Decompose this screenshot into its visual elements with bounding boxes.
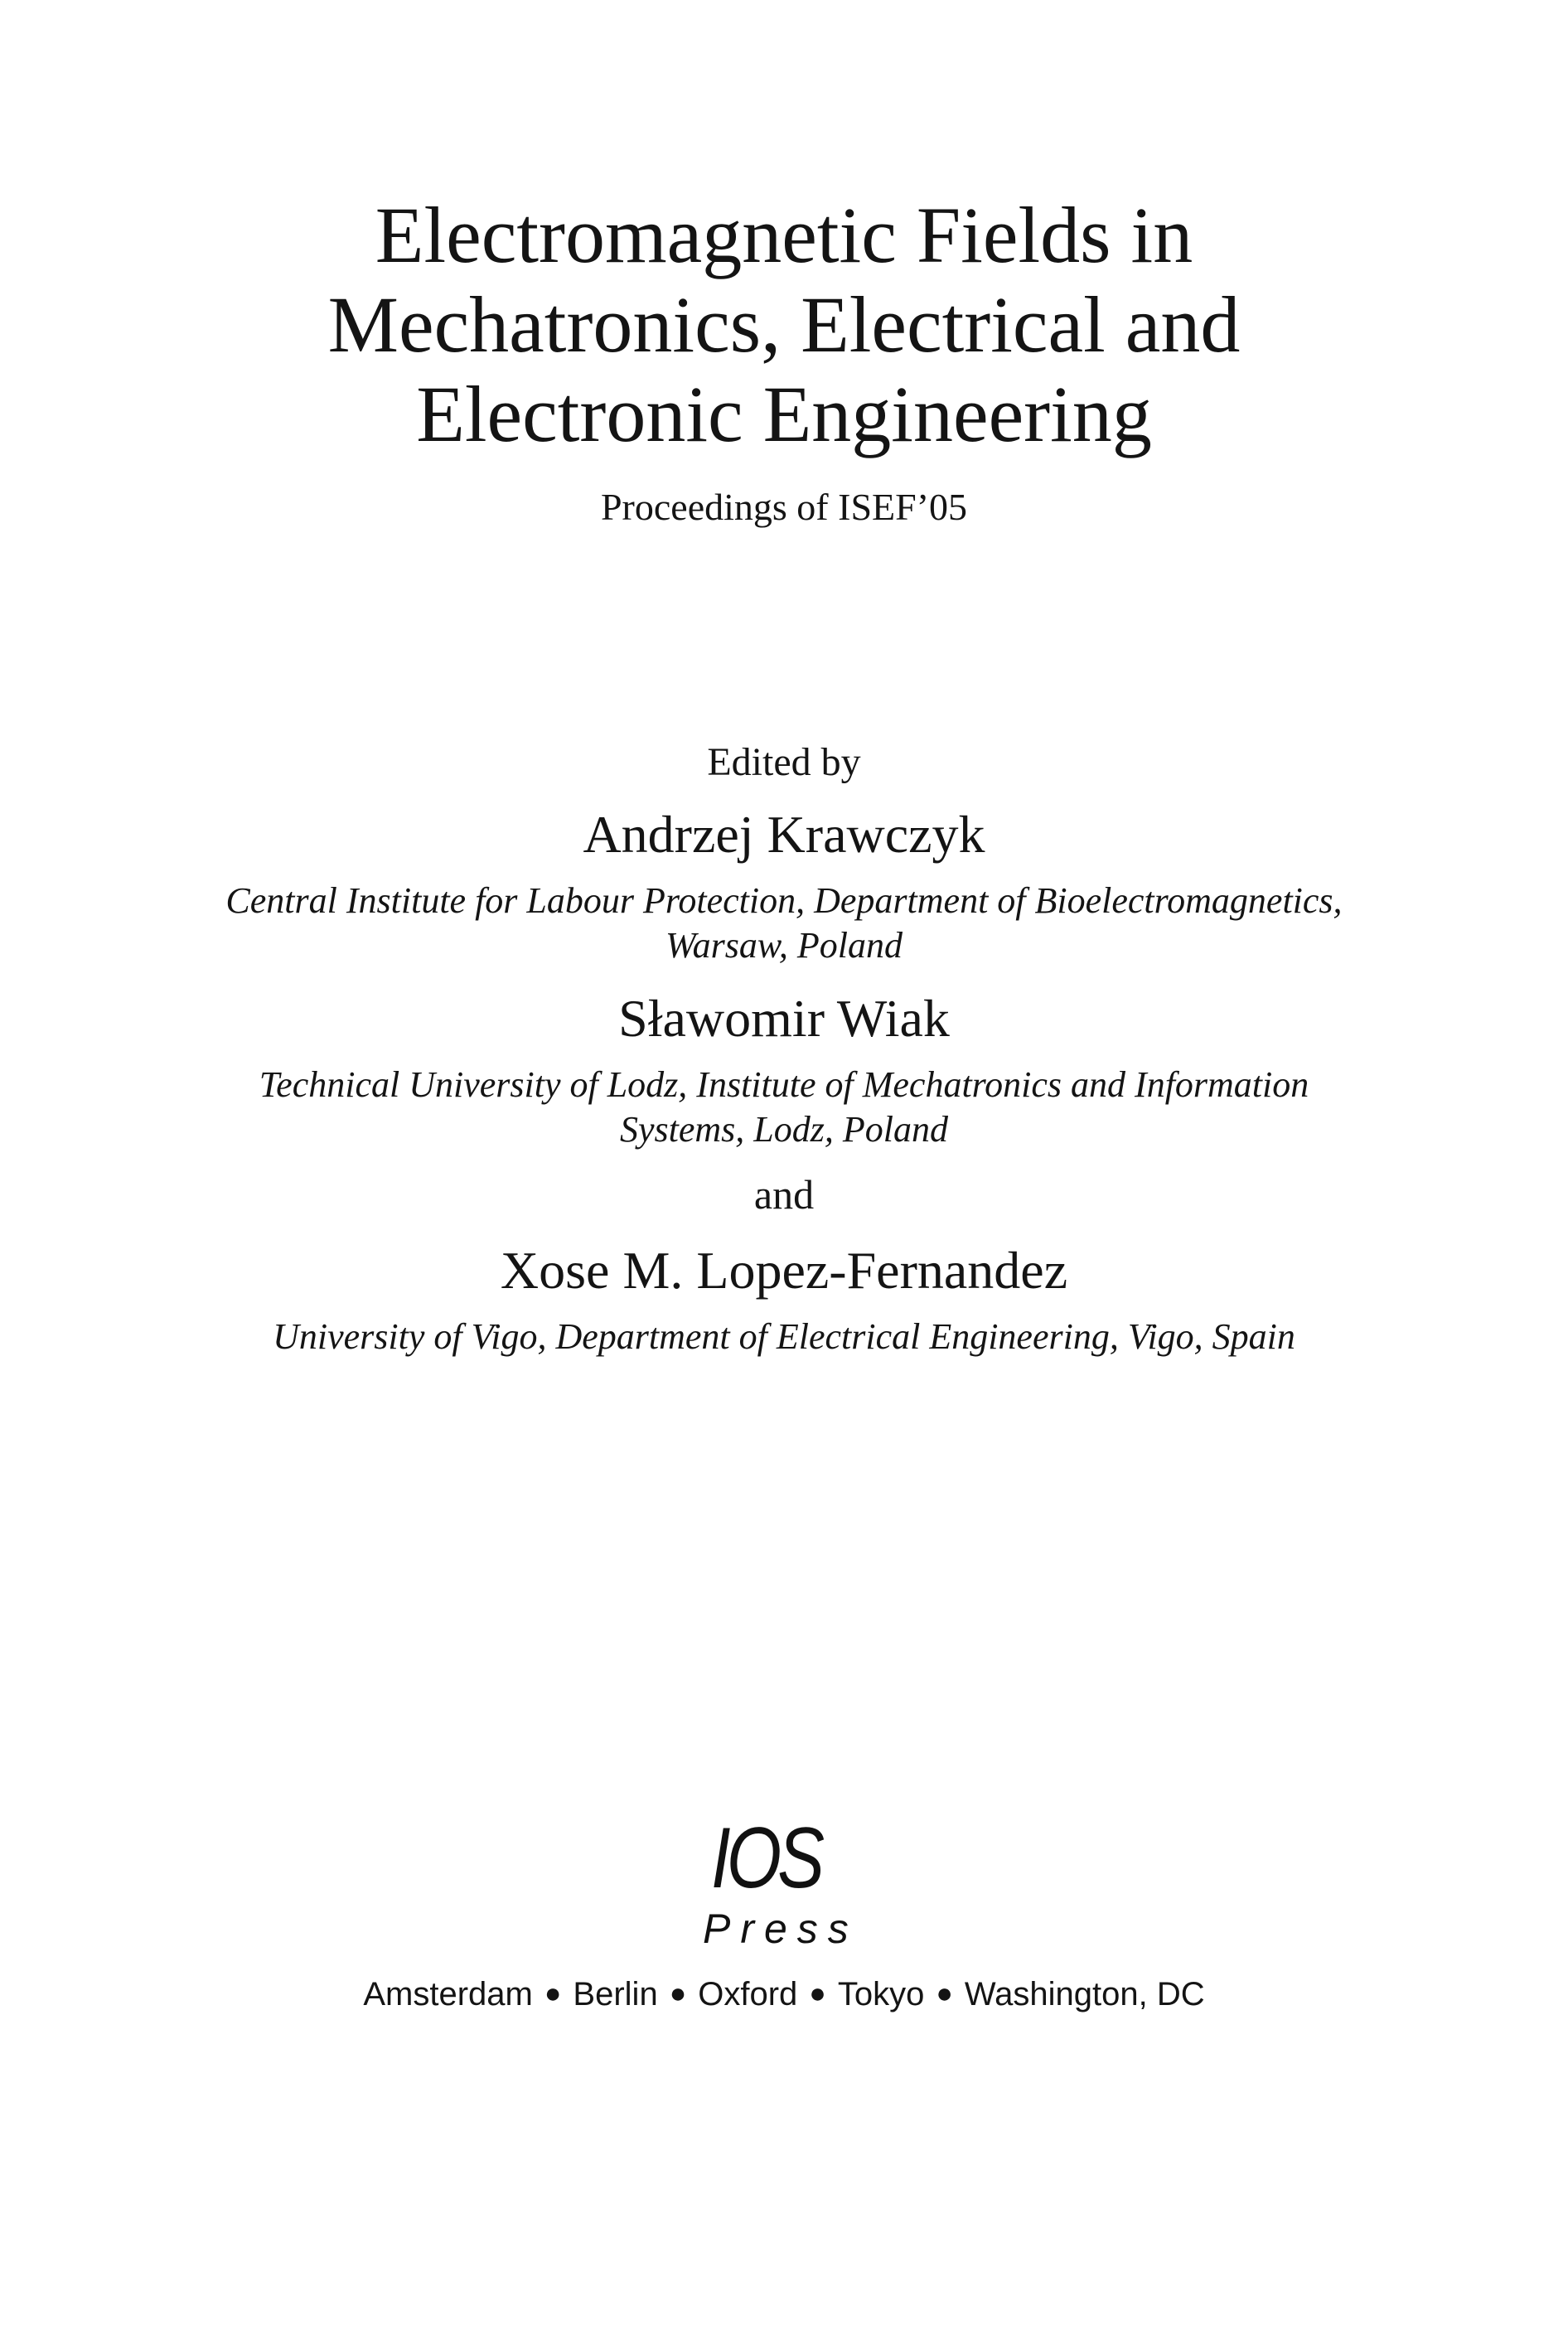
title-line: Mechatronics, Electrical and — [327, 280, 1241, 369]
bullet-separator-icon: ● — [544, 1978, 562, 2009]
editor-name: Sławomir Wiak — [618, 989, 950, 1048]
publisher-locations — [0, 1976, 1568, 2013]
location: Oxford — [698, 1976, 798, 2012]
edited-by-label: Edited by — [707, 740, 861, 784]
editor-affiliation: Technical University of Lodz, Institute of Mechatronics and Information — [259, 1064, 1309, 1105]
location: Washington, DC — [964, 1976, 1205, 2012]
title-line: Electromagnetic Fields in — [375, 191, 1193, 279]
title-line: Electronic Engineering — [416, 370, 1152, 458]
book-title — [0, 191, 1568, 530]
editor-affiliation: University of Vigo, Department of Electrical Engineering, Vigo, Spain — [273, 1316, 1295, 1357]
bullet-separator-icon: ● — [936, 1978, 953, 2009]
editor-affiliation: Central Institute for Labour Protection, Department of Bioelectromagnetics, — [225, 880, 1343, 921]
bullet-separator-icon: ● — [809, 1978, 826, 2009]
location: Amsterdam — [363, 1976, 533, 2012]
location: Berlin — [573, 1976, 658, 2012]
bullet-separator-icon: ● — [669, 1978, 687, 2009]
location: Tokyo — [837, 1976, 925, 2012]
editor-name: Andrzej Krawczyk — [583, 805, 985, 864]
and-conjunction: and — [753, 1171, 815, 1218]
editor-name: Xose M. Lopez-Fernandez — [500, 1241, 1068, 1300]
ios-press-logo — [693, 1810, 875, 1956]
logo-press-text: Press — [703, 1906, 859, 1952]
subtitle: Proceedings of ISEF’05 — [600, 486, 968, 528]
editor-affiliation: Warsaw, Poland — [665, 925, 903, 966]
logo-ios-text: IOS — [711, 1810, 821, 1906]
editor-affiliation: Systems, Lodz, Poland — [620, 1109, 948, 1150]
